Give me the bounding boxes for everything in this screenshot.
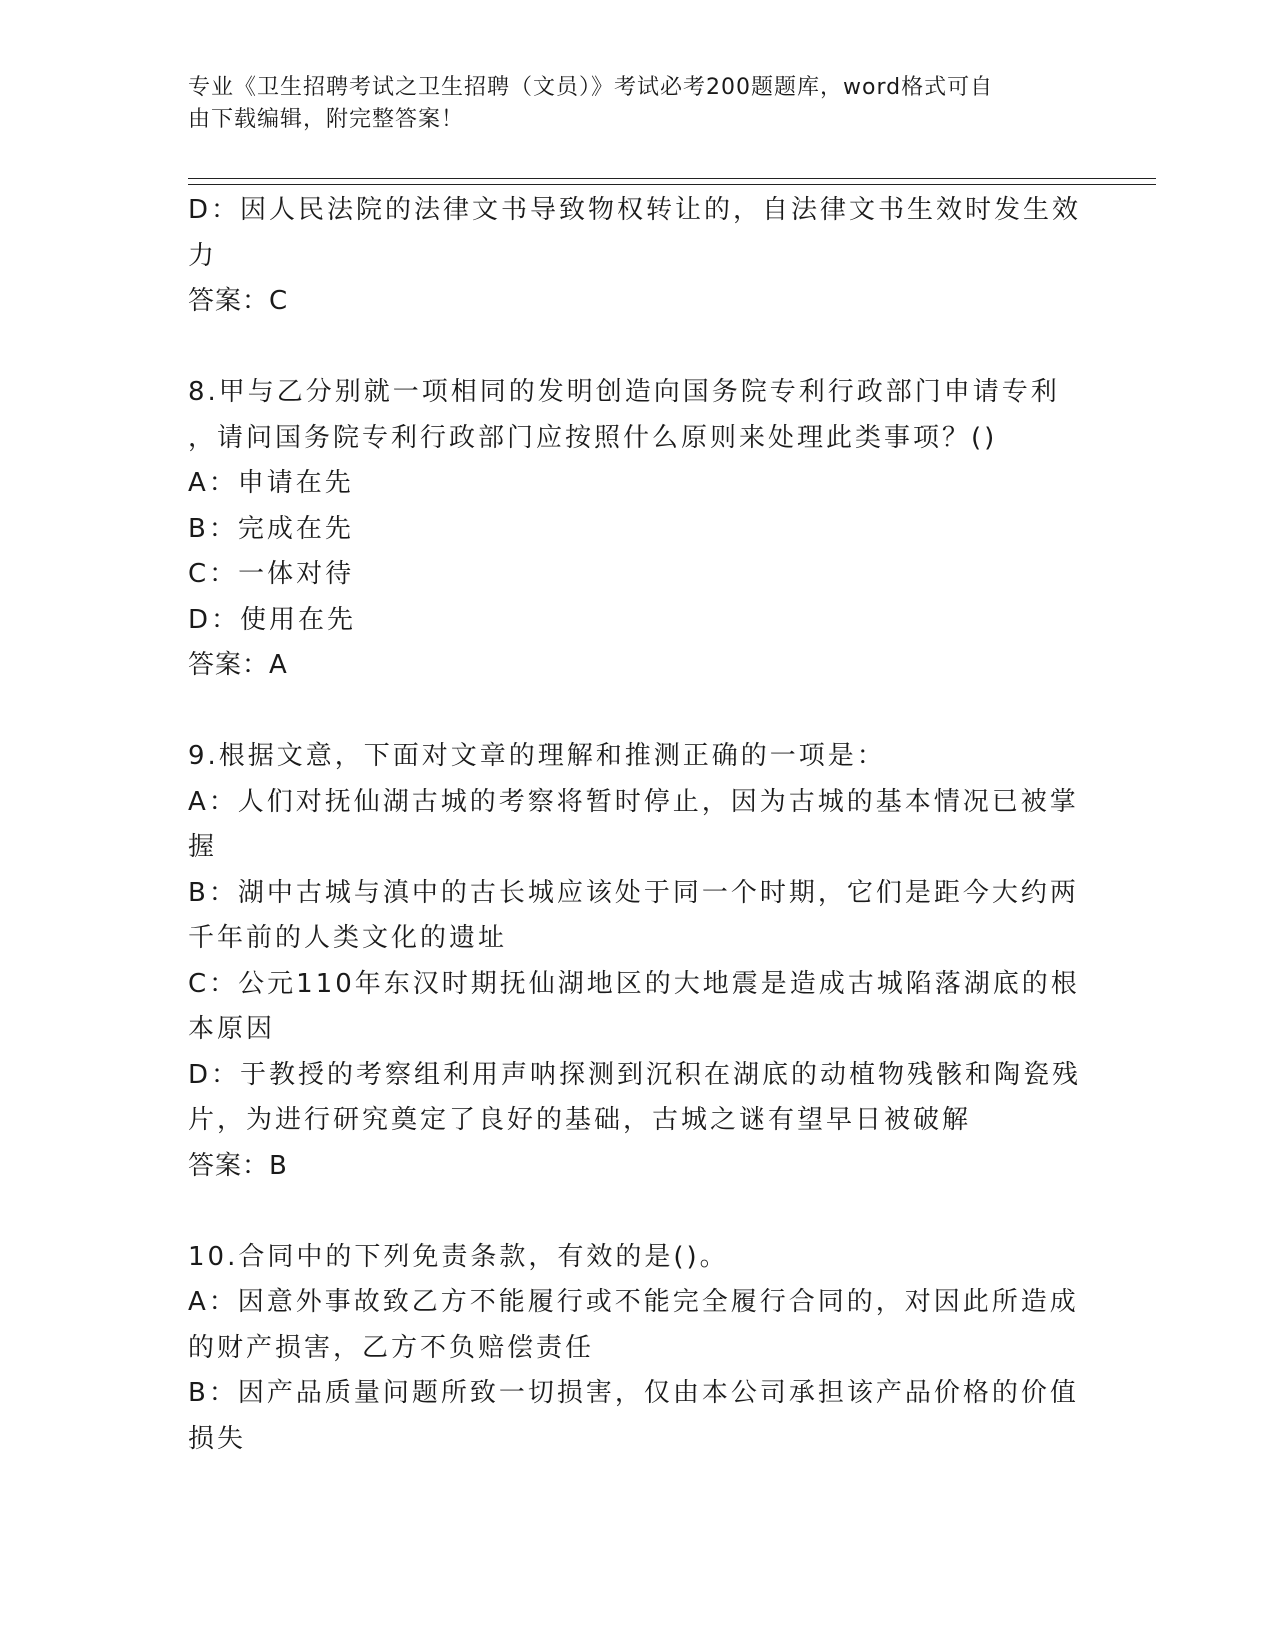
question-spacer xyxy=(188,689,1088,735)
option-d: D：使用在先 xyxy=(188,604,357,635)
option-b: B：因产品质量问题所致一切损害，仅由本公司承担该产品价格的价值 xyxy=(188,1378,1079,1408)
option-a-continued: 的财产损害，乙方不负赔偿责任 xyxy=(188,1332,595,1363)
question-stem: 10.合同中的下列免责条款，有效的是()。 xyxy=(188,1241,729,1272)
header-divider-top xyxy=(188,178,1156,179)
question-9 xyxy=(188,734,1088,1189)
question-spacer xyxy=(188,325,1088,371)
question-7 xyxy=(188,188,1088,325)
answer-line: 答案：B xyxy=(188,1150,288,1181)
option-c-continued: 本原因 xyxy=(188,1014,276,1044)
header-divider-bottom xyxy=(188,184,1156,185)
option-d-continued: 力 xyxy=(188,240,218,271)
question-10 xyxy=(188,1235,1088,1463)
answer-line: 答案：A xyxy=(188,650,288,680)
header-line-1: 专业《卫生招聘考试之卫生招聘（文员）》考试必考200题题库，word格式可自 xyxy=(188,75,994,100)
question-stem: 8.甲与乙分别就一项相同的发明创造向国务院专利行政部门申请专利 xyxy=(188,377,1060,407)
option-b-continued: 千年前的人类文化的遗址 xyxy=(188,923,508,953)
question-stem-continued: ，请问国务院专利行政部门应按照什么原则来处理此类事项？() xyxy=(188,422,998,453)
option-c: C：一体对待 xyxy=(188,559,355,589)
option-b-continued: 损失 xyxy=(188,1423,247,1454)
option-b: B：完成在先 xyxy=(188,513,354,544)
option-a-continued: 握 xyxy=(188,832,218,862)
question-8 xyxy=(188,370,1088,689)
option-d-continued: 片，为进行研究奠定了良好的基础，古城之谜有望早日被破解 xyxy=(188,1105,972,1135)
option-a: A：申请在先 xyxy=(188,468,354,498)
option-b: B：湖中古城与滇中的古长城应该处于同一个时期，它们是距今大约两 xyxy=(188,877,1079,908)
question-list xyxy=(188,188,1088,1462)
option-d: D：于教授的考察组利用声呐探测到沉积在湖底的动植物残骸和陶瓷残 xyxy=(188,1059,1082,1090)
option-a: A：人们对抚仙湖古城的考察将暂时停止，因为古城的基本情况已被掌 xyxy=(188,786,1079,817)
option-a: A：因意外事故致乙方不能履行或不能完全履行合同的，对因此所造成 xyxy=(188,1287,1079,1317)
document-header xyxy=(188,72,1068,136)
header-line-2: 由下载编辑，附完整答案！ xyxy=(188,107,465,132)
answer-line: 答案：C xyxy=(188,286,289,316)
question-spacer xyxy=(188,1189,1088,1235)
option-d: D：因人民法院的法律文书导致物权转让的，自法律文书生效时发生效 xyxy=(188,195,1082,225)
question-stem: 9.根据文意，下面对文章的理解和推测正确的一项是： xyxy=(188,741,886,771)
option-c: C：公元110年东汉时期抚仙湖地区的大地震是造成古城陷落湖底的根 xyxy=(188,968,1080,999)
